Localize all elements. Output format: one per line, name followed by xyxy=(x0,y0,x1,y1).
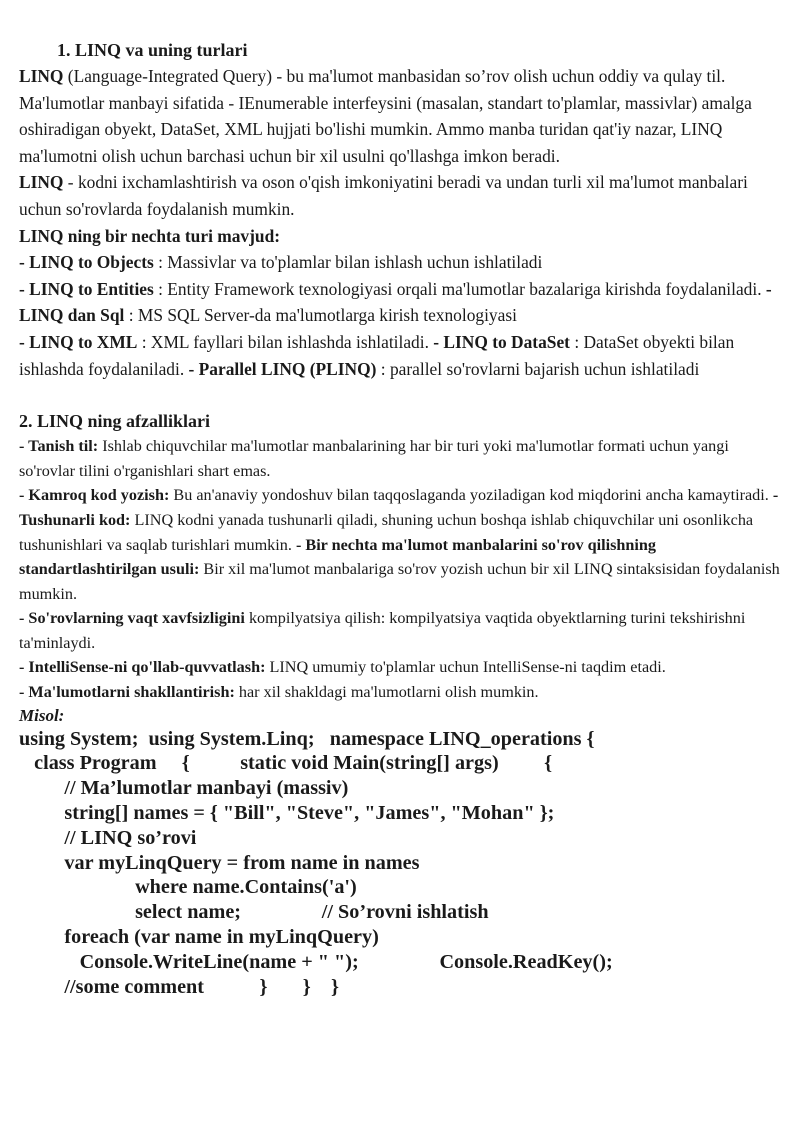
benefit-text: - kodni ixchamlashtirish va oson o'qish imkoniyatini beradi va undan turli xil ma'lumot manbalari uchun so'rovlarda foydalanish mumkin. xyxy=(19,172,748,219)
spacer xyxy=(19,382,785,408)
section-2-heading: 2. LINQ ning afzalliklari xyxy=(19,411,211,432)
document-page xyxy=(19,37,785,999)
code-line: var myLinqQuery = from name in names xyxy=(19,851,420,874)
advantage-intellisense: - IntelliSense-ni qo'llab-quvvatlash: LINQ umumiy to'plamlar uchun IntelliSense-ni taqdim etadi. xyxy=(19,658,666,677)
type-linq-to-dataset: - LINQ to DataSet xyxy=(433,331,570,352)
code-line: // Ma’lumotlar manbayi (massiv) xyxy=(19,777,349,800)
type-plinq: - Parallel LINQ (PLINQ) xyxy=(188,358,377,379)
linq-definition-paragraph xyxy=(19,63,785,169)
advantage-shakllantirish: - Ma'lumotlarni shakllantirish: har xil shakldagi ma'lumotlarni olish mumkin. xyxy=(19,683,539,702)
term-linq: LINQ xyxy=(19,66,64,86)
section-1-heading: 1. LINQ va uning turlari xyxy=(57,40,248,60)
code-line: select name; // So’rovni ishlatish xyxy=(19,901,489,924)
code-line: foreach (var name in myLinqQuery) xyxy=(19,926,379,949)
example-label: Misol: xyxy=(19,705,65,725)
code-line: class Program { static void Main(string[] args) { xyxy=(19,752,553,775)
types-entities-sql: - LINQ to Entities : Entity Framework texnologiyasi orqali ma'lumotlar bazalariga kirishda foydalaniladi. - LINQ dan Sql : MS SQL Server-da ma'lumotlarga kirish texnologiyasi xyxy=(19,278,772,326)
types-heading: LINQ ning bir nechta turi mavjud: xyxy=(19,225,281,246)
advantage-kamroq-kod: - Kamroq kod yozish: xyxy=(19,486,170,505)
code-line: using System; using System.Linq; namespace LINQ_operations { xyxy=(19,727,595,750)
advantage-tushunarli-kod: - Tushunarli kod: xyxy=(19,486,779,529)
code-line: where name.Contains('a') xyxy=(19,876,357,899)
code-line: Console.WriteLine(name + " "); Console.ReadKey(); xyxy=(19,950,613,973)
advantages-kamroq-tushunarli-standart: - Kamroq kod yozish: Bu an'anaviy yondoshuv bilan taqqoslaganda yoziladigan kod miqdorini ancha kamaytiradi. - Tushunarli kod: LINQ kodni yanada tushunarli qiladi, shuning uchun boshqa ishlab chiquvchilar uni osonlikcha tushunishlari va saqlab turishlari mumkin. - Bir nechta ma'lumot manbalarini so'rov qilishning standartlashtirilgan usuli: Bir xil ma'lumot manbalariga so'rov yozish uchun bir xil LINQ sintaksisidan foydalanish mumkin. xyxy=(19,486,780,603)
linq-benefit-paragraph xyxy=(19,169,785,222)
definition-text: (Language-Integrated Query) - bu ma'lumot manbasidan so’rov olish uchun oddiy va qulay til. Ma'lumotlar manbayi sifatida - IEnumerable interfeysini (masalan, standart to'plamlar, massivlar) amalga oshiradigan obyekt, DataSet, XML hujjati bo'lishi mumkin. Ammo manba turidan qat'iy nazar, LINQ ma'lumotni olish uchun barchasi uchun bir xil usulni qo'llashga imkon beradi. xyxy=(19,66,752,166)
term-linq: LINQ xyxy=(19,172,64,193)
code-line: //some comment } } } xyxy=(19,975,339,998)
code-line: string[] names = { "Bill", "Steve", "James", "Mohan" }; xyxy=(19,802,555,825)
types-xml-dataset-plinq: - LINQ to XML : XML fayllari bilan ishlashda ishlatiladi. - LINQ to DataSet : DataSet obyekti bilan ishlashda foydalaniladi. - Parallel LINQ (PLINQ) : parallel so'rovlarni bajarish uchun ishlatiladi xyxy=(19,331,735,379)
advantage-vaqt-xavfsizligi: - So'rovlarning vaqt xavfsizligini kompilyatsiya qilish: kompilyatsiya vaqtida obyektlarning turini tekshirishni ta'minlaydi. xyxy=(19,609,746,652)
type-linq-to-xml: - LINQ to XML xyxy=(19,331,138,352)
advantage-tanish-til: - Tanish til: Ishlab chiquvchilar ma'lumotlar manbalarining har bir turi yoki ma'lumotlar formati uchun yangi so'rovlar tilini o'rganishlari shart emas. xyxy=(19,437,729,480)
type-linq-to-objects: - LINQ to Objects : Massivlar va to'plamlar bilan ishlash uchun ishlatiladi xyxy=(19,252,543,273)
type-linq-to-entities: - LINQ to Entities xyxy=(19,278,154,299)
advantage-standart-usul: - Bir nechta ma'lumot manbalarini so'rov qilishning standartlashtirilgan usuli: xyxy=(19,535,657,579)
code-block xyxy=(19,727,785,1000)
code-line: // LINQ so’rovi xyxy=(19,826,197,849)
type-linq-dan-sql: - LINQ dan Sql xyxy=(19,278,772,326)
